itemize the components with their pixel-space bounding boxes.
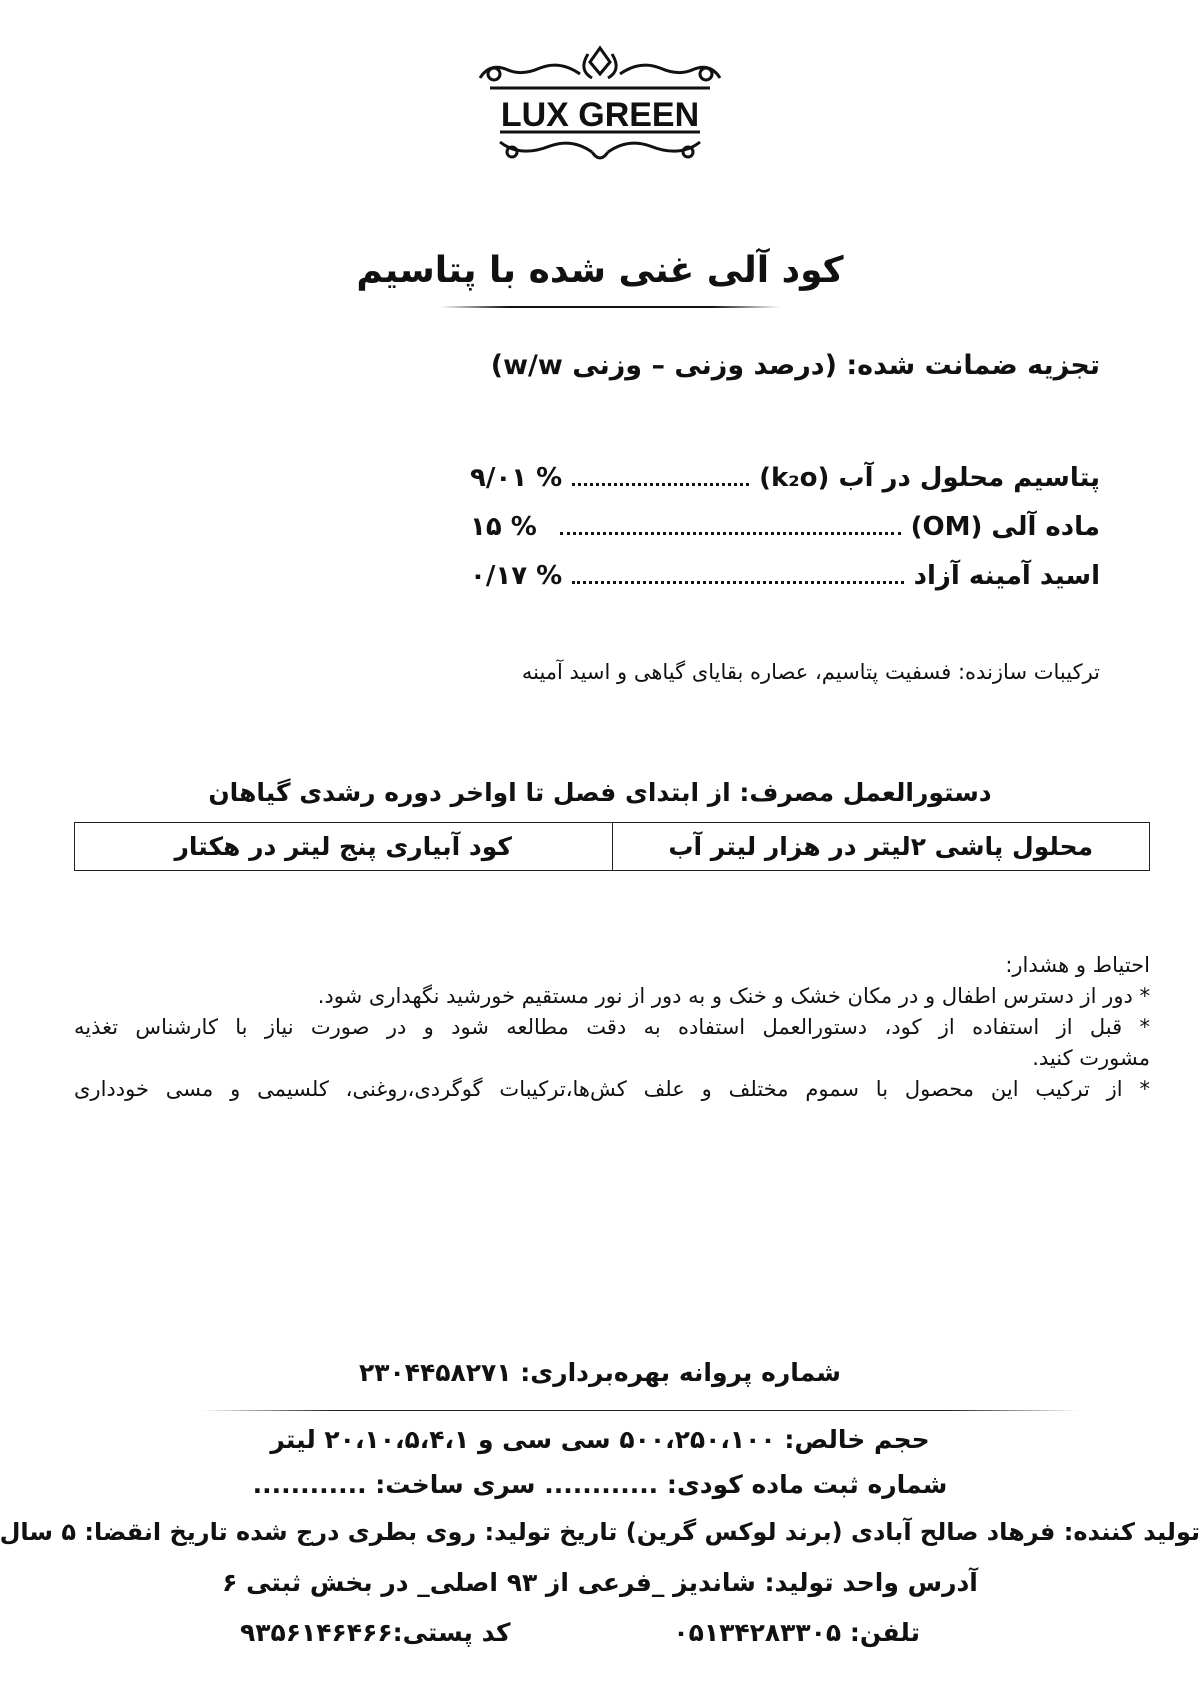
warnings-heading: احتیاط و هشدار: xyxy=(1005,953,1150,977)
usage-foliar-cell: محلول پاشی ۲لیتر در هزار لیتر آب xyxy=(612,823,1150,871)
postal-code: کد پستی:۹۳۵۶۱۴۶۴۶۶ xyxy=(240,1618,511,1647)
warning-item: * از ترکیب این محصول با سموم مختلف و علف کش‌ها،ترکیبات گوگردی،روغنی، کلسیمی و مسی خودداری xyxy=(74,1077,1150,1101)
analysis-label: ماده آلی (OM) xyxy=(910,512,1100,542)
logo-emblem-icon xyxy=(460,40,740,180)
warnings-block xyxy=(74,950,1150,1105)
footer-divider xyxy=(200,1410,1080,1411)
brand-logo xyxy=(460,40,740,180)
table-row xyxy=(75,823,1150,871)
phone-number: تلفن: ۰۵۱۳۴۲۸۳۳۰۵ xyxy=(673,1618,920,1647)
usage-irrigation-cell: کود آبیاری پنج لیتر در هکتار xyxy=(75,823,613,871)
license-number: شماره پروانه بهره‌برداری: ۲۳۰۴۴۵۸۲۷۱ xyxy=(358,1358,842,1387)
producer-info: تولید کننده: فرهاد صالح آبادی (برند لوکس گرین) تاریخ تولید: روی بطری درج شده تاریخ انقضا: ۵ سال xyxy=(0,1518,1200,1546)
warning-item: * قبل از استفاده از کود، دستورالعمل استفاده به دقت مطالعه شود و در صورت نیاز با کارشناس تغذیه xyxy=(74,1015,1150,1039)
warning-item: مشورت کنید. xyxy=(1032,1046,1150,1070)
analysis-row-organic-matter xyxy=(470,507,1100,547)
registration-info: شماره ثبت ماده کودی: ............ سری ساخت: ............ xyxy=(252,1470,948,1499)
analysis-value: % ۰/۱۷ xyxy=(470,561,563,591)
logo-text: LUX GREEN xyxy=(500,96,700,134)
net-volume: حجم خالص: ۵۰۰،۲۵۰،۱۰۰ سی سی و ۲۰،۱۰،۵،۴،۱ لیتر xyxy=(270,1425,930,1454)
analysis-label: پتاسیم محلول در آب (k₂o) xyxy=(759,463,1100,493)
warning-item: * دور از دسترس اطفال و در مکان خشک و خنک و به دور از نور مستقیم خورشید نگهداری شود. xyxy=(317,984,1150,1008)
analysis-heading: تجزیه ضمانت شده: (درصد وزنی – وزنی w/w) xyxy=(490,350,1100,381)
leader-dots xyxy=(572,483,749,486)
usage-heading: دستورالعمل مصرف: از ابتدای فصل تا اواخر دوره رشدی گیاهان xyxy=(208,778,992,807)
analysis-label: اسید آمینه آزاد xyxy=(913,561,1100,591)
analysis-row-amino-acid xyxy=(470,556,1100,596)
analysis-row-potassium xyxy=(470,458,1100,498)
leader-dots xyxy=(560,532,901,535)
analysis-value: % ۹/۰۱ xyxy=(470,463,563,493)
ingredients-text: ترکیبات سازنده: فسفیت پتاسیم، عصاره بقایای گیاهی و اسید آمینه xyxy=(521,660,1100,684)
product-title: کود آلی غنی شده با پتاسیم xyxy=(356,250,844,291)
production-address: آدرس واحد تولید: شاندیز _فرعی از ۹۳ اصلی_ در بخش ثبتی ۶ xyxy=(222,1568,978,1597)
leader-dots xyxy=(572,581,903,584)
analysis-value: % ۱۵ xyxy=(470,512,537,542)
title-divider xyxy=(440,306,780,308)
usage-table xyxy=(74,822,1150,871)
